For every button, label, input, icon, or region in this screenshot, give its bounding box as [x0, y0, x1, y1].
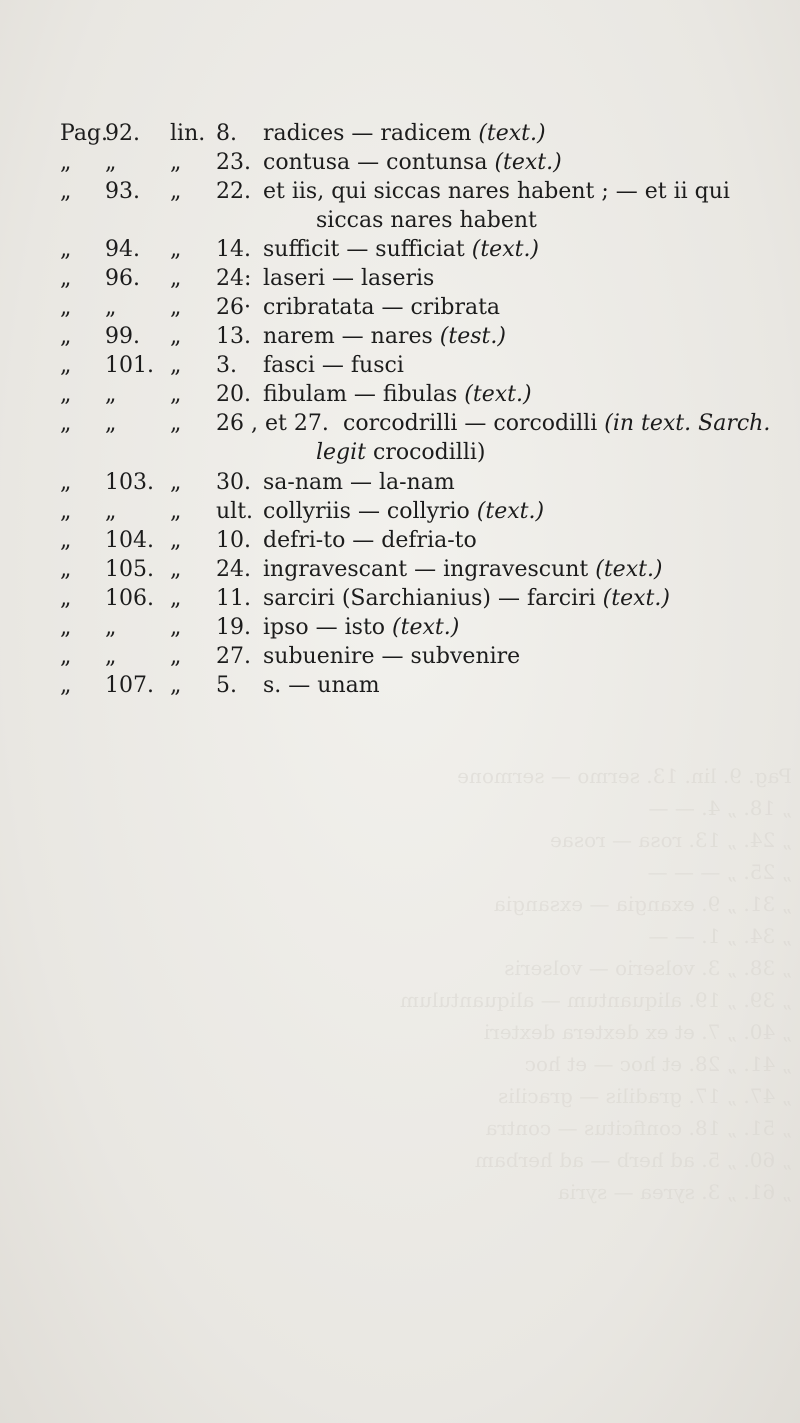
page-label: „ — [60, 557, 72, 582]
correction-note: (text.) — [478, 121, 546, 146]
correction-main: radices — radicem — [263, 121, 479, 146]
correction-main: subuenire — subvenire — [263, 644, 521, 669]
continuation-text — [316, 436, 485, 470]
page-number: „ — [105, 644, 117, 669]
page-label: „ — [60, 644, 72, 669]
line-number: 5. — [216, 673, 237, 698]
correction-main: fibulam — fibulas — [263, 382, 465, 407]
correction-note: (in text. Sarch. — [604, 411, 771, 436]
line-number: 26· — [216, 295, 251, 320]
page-label: „ — [60, 673, 72, 698]
line-label: „ — [170, 295, 182, 320]
correction-main: s. — unam — [263, 673, 380, 698]
page-label: „ — [60, 179, 72, 204]
line-number: 23. — [216, 150, 251, 175]
correction-main: fasci — fusci — [263, 353, 404, 378]
page-number: 99. — [105, 324, 140, 349]
correction-note: (text.) — [471, 237, 540, 262]
correction-note: (text.) — [494, 150, 562, 175]
correction-main: ingravescant — ingravescunt — [263, 557, 596, 582]
page-number: „ — [105, 382, 117, 407]
page-label: „ — [60, 615, 72, 640]
correction-note: (text.) — [602, 586, 670, 611]
page-number: 106. — [105, 586, 154, 611]
line-label: lin. — [170, 121, 206, 146]
line-number: 24. — [216, 557, 251, 582]
bleed-through-text: Pag. 9. lin. 13. sermo — sermone „ 18. „ 4. — — „ 24. „ 13. rosa — rosae „ 25. „ — — — „ 31. „ 9. exangia — exsangia „ 34. „ 1. — — „ 38. „ 3. volserio — volseris „ 39. „ 19. aliquantum — aliquantulum „ 40. „ 7. et ex dextera dexteri „ 41. „ 28. et hoc — et hoc „ 47. „ 17. gradilis — gracilis „ 51. „ 18. conficitus — contra „ 60. „ 5. ad herb — ad herbam „ 61. „ 3. syrea — syria — [400, 764, 792, 1204]
correction-main: corcodrilli — corcodilli — [343, 411, 605, 436]
page-label: Pag. — [60, 121, 109, 146]
correction-main: sa-nam — la-nam — [263, 470, 455, 495]
line-number: 14. — [216, 237, 251, 262]
page-label: „ — [60, 353, 72, 378]
line-label: „ — [170, 673, 182, 698]
page-number: „ — [105, 615, 117, 640]
line-label: „ — [170, 470, 182, 495]
page-label: „ — [60, 150, 72, 175]
correction-note: (text.) — [464, 382, 532, 407]
line-number: 27. — [216, 644, 251, 669]
line-number: 13. — [216, 324, 251, 349]
correction-note: (test.) — [439, 324, 506, 349]
page-number: „ — [105, 411, 117, 436]
continuation-italic: legit — [316, 440, 367, 465]
line-number: 26 , et 27. — [216, 411, 329, 436]
line-number: 22. — [216, 179, 251, 204]
line-number: 24: — [216, 266, 252, 291]
line-number: 10. — [216, 528, 251, 553]
line-label: „ — [170, 557, 182, 582]
line-label: „ — [170, 353, 182, 378]
page-number: 105. — [105, 557, 154, 582]
page-label: „ — [60, 411, 72, 436]
correction-main: ipso — isto — [263, 615, 393, 640]
correction-main: defri-to — defria-to — [263, 528, 477, 553]
correction-main: laseri — laseris — [263, 266, 435, 291]
line-number: 3. — [216, 353, 237, 378]
page-number: 93. — [105, 179, 140, 204]
correction-text — [263, 669, 380, 703]
correction-main: contusa — contunsa — [263, 150, 495, 175]
page-label: „ — [60, 324, 72, 349]
page-number: „ — [105, 150, 117, 175]
line-label: „ — [170, 266, 182, 291]
line-label: „ — [170, 615, 182, 640]
correction-note: (text.) — [392, 615, 460, 640]
line-label: „ — [170, 411, 182, 436]
page-label: „ — [60, 266, 72, 291]
line-label: „ — [170, 324, 182, 349]
page-number: 107. — [105, 673, 154, 698]
line-label: „ — [170, 237, 182, 262]
page-number: „ — [105, 499, 117, 524]
page-label: „ — [60, 586, 72, 611]
line-label: „ — [170, 150, 182, 175]
page-label: „ — [60, 382, 72, 407]
page-label: „ — [60, 528, 72, 553]
line-number: 19. — [216, 615, 251, 640]
line-number: 11. — [216, 586, 251, 611]
line-number: 20. — [216, 382, 251, 407]
page-label: „ — [60, 237, 72, 262]
line-number: ult. — [216, 499, 254, 524]
correction-main: narem — nares — [263, 324, 440, 349]
page-label: „ — [60, 295, 72, 320]
correction-note: (text.) — [476, 499, 545, 524]
correction-main: collyriis — collyrio — [263, 499, 477, 524]
correction-main: sarciri (Sarchianius) — farciri — [263, 586, 603, 611]
page-label: „ — [60, 470, 72, 495]
line-label: „ — [170, 179, 182, 204]
page-number: „ — [105, 295, 117, 320]
page-number: 96. — [105, 266, 140, 291]
page-label: „ — [60, 499, 72, 524]
correction-main: cribratata — cribrata — [263, 295, 501, 320]
correction-note: (text.) — [595, 557, 663, 582]
page-number: 103. — [105, 470, 154, 495]
line-label: „ — [170, 644, 182, 669]
line-label: „ — [170, 499, 182, 524]
page-number: 104. — [105, 528, 154, 553]
page-number: 101. — [105, 353, 154, 378]
continuation-text: siccas nares habent — [316, 208, 537, 233]
correction-main: et iis, qui siccas nares habent ; — et ii qui — [263, 179, 730, 204]
page-number: 92. — [105, 121, 140, 146]
line-number: 30. — [216, 470, 251, 495]
page-number: 94. — [105, 237, 140, 262]
continuation-rest: crocodilli) — [366, 440, 486, 465]
line-label: „ — [170, 586, 182, 611]
line-number: 8. — [216, 121, 237, 146]
line-label: „ — [170, 528, 182, 553]
correction-main: sufficit — sufficiat — [263, 237, 472, 262]
line-label: „ — [170, 382, 182, 407]
